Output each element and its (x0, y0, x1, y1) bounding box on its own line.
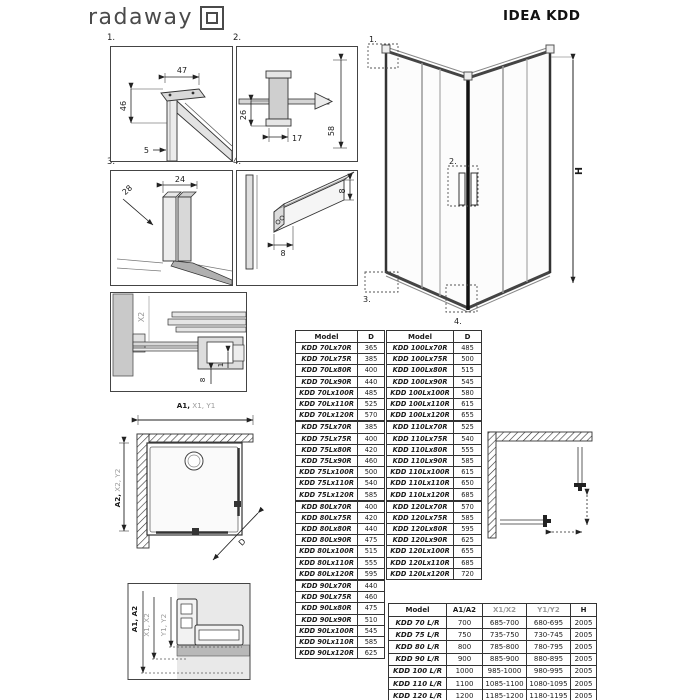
value-cell: 2005 (571, 665, 597, 677)
model-cell: KDD 100 L/R (389, 665, 447, 677)
value-cell: 2005 (571, 641, 597, 653)
model-cell: KDD 90Lx80R (296, 603, 358, 614)
sliding-doors (500, 447, 586, 527)
value-cell: 2005 (571, 617, 597, 629)
model-cell: KDD 110Lx110R (387, 478, 454, 489)
table-row (296, 524, 385, 535)
value-cell: 1200 (447, 690, 483, 700)
value-cell: 735-750 (483, 629, 527, 641)
profile-geometry (239, 71, 332, 126)
table-row (387, 467, 482, 478)
table-row (387, 421, 482, 433)
model-cell: KDD 100Lx80R (387, 365, 454, 376)
model-cell: KDD 80 L/R (389, 641, 447, 653)
detail-2-number: 2. (233, 33, 242, 43)
value-cell: 680-695 (527, 617, 571, 629)
brand-logo (88, 6, 224, 30)
model-cell: KDD 80Lx80R (296, 524, 358, 535)
table-row (296, 557, 385, 568)
value-cell: 400 (358, 501, 385, 513)
table-row (296, 387, 385, 398)
table-row (296, 592, 385, 603)
value-cell: 650 (454, 478, 482, 489)
table-row (296, 365, 385, 376)
value-cell: 595 (358, 568, 385, 580)
model-cell: KDD 75Lx90R (296, 455, 358, 466)
table-row (387, 489, 482, 501)
value-cell: 615 (454, 398, 482, 409)
table-row (296, 648, 385, 659)
value-cell: 980-995 (527, 665, 571, 677)
value-cell: 700 (447, 617, 483, 629)
value-cell: 525 (358, 398, 385, 409)
model-cell: KDD 90 L/R (389, 653, 447, 665)
model-cell: KDD 90Lx90R (296, 614, 358, 625)
height-dimension (551, 57, 585, 283)
value-cell: 880-895 (527, 653, 571, 665)
value-cell: 475 (358, 535, 385, 546)
header-row (296, 331, 385, 343)
page-title: IDEA KDD (503, 8, 581, 24)
value-cell: 2005 (571, 677, 597, 689)
model-cell: KDD 100Lx120R (387, 410, 454, 422)
header-row (389, 604, 597, 617)
model-cell: KDD 80Lx75R (296, 512, 358, 523)
header-row (387, 331, 482, 343)
table-row (389, 653, 597, 665)
table-row (296, 512, 385, 523)
table-row (296, 568, 385, 580)
model-cell: KDD 120Lx90R (387, 535, 454, 546)
model-cell: KDD 110 L/R (389, 677, 447, 689)
table-row (389, 677, 597, 689)
table-row (387, 376, 482, 387)
value-cell: 420 (358, 444, 385, 455)
profile-geometry (246, 172, 354, 269)
value-cell: 555 (358, 557, 385, 568)
callout-4: 4. (454, 317, 462, 326)
table-row (296, 614, 385, 625)
dim-8-right: 8 (338, 188, 347, 194)
callout-3: 3. (363, 295, 371, 304)
detail-4-number: 4. (233, 157, 242, 167)
value-cell: 1085-1100 (483, 677, 527, 689)
table-row (296, 489, 385, 501)
value-cell: 625 (454, 535, 482, 546)
table-row (296, 580, 385, 592)
model-cell: KDD 70Lx75R (296, 354, 358, 365)
value-cell: 515 (358, 546, 385, 557)
table-row (389, 641, 597, 653)
table-row (296, 376, 385, 387)
col-header: Model (387, 331, 454, 343)
table-row (296, 421, 385, 433)
dim-17: 17 (292, 134, 303, 143)
value-cell: 730-745 (527, 629, 571, 641)
table-row (387, 524, 482, 535)
value-cell: 365 (358, 343, 385, 354)
value-cell: 540 (454, 433, 482, 444)
dim-8-bottom: 8 (280, 249, 286, 258)
model-cell: KDD 100Lx70R (387, 343, 454, 354)
dimension-table-left (295, 330, 385, 659)
table-row (387, 478, 482, 489)
value-cell: 1185-1200 (483, 690, 527, 700)
table-row (296, 467, 385, 478)
col-header: Y1/Y2 (527, 604, 571, 617)
label-X2Y2: X2, Y2 (113, 468, 122, 495)
value-cell: 585 (358, 489, 385, 501)
col-header: A1/A2 (447, 604, 483, 617)
model-cell: KDD 75Lx100R (296, 467, 358, 478)
value-cell: 440 (358, 580, 385, 592)
table-row (387, 557, 482, 568)
value-cell: 800 (447, 641, 483, 653)
value-cell: 685 (454, 489, 482, 501)
value-cell: 2005 (571, 629, 597, 641)
model-cell: KDD 110Lx70R (387, 421, 454, 433)
model-cell: KDD 120Lx80R (387, 524, 454, 535)
table-row (387, 398, 482, 409)
iso-enclosure-drawing (360, 33, 605, 333)
model-cell: KDD 100Lx100R (387, 387, 454, 398)
col-header: Model (389, 604, 447, 617)
floor-profile-drawing (126, 583, 252, 681)
corner-opening-drawing (480, 420, 600, 545)
table-row (389, 690, 597, 700)
value-cell: 440 (358, 376, 385, 387)
value-cell: 750 (447, 629, 483, 641)
value-cell: 2005 (571, 690, 597, 700)
model-cell: KDD 90Lx110R (296, 636, 358, 647)
value-cell: 1000 (447, 665, 483, 677)
model-cell: KDD 70Lx80R (296, 365, 358, 376)
label-X1Y1: X1, Y1 (189, 401, 216, 410)
value-cell: 580 (454, 387, 482, 398)
dim-8: 8 (198, 377, 207, 383)
value-cell: 460 (358, 592, 385, 603)
value-cell: 440 (358, 524, 385, 535)
model-cell: KDD 80Lx120R (296, 568, 358, 580)
table-row (389, 629, 597, 641)
value-cell: 885-900 (483, 653, 527, 665)
model-cell: KDD 70 L/R (389, 617, 447, 629)
value-cell: 585 (454, 512, 482, 523)
model-cell: KDD 110Lx90R (387, 455, 454, 466)
model-cell: KDD 75 L/R (389, 629, 447, 641)
value-cell: 685-700 (483, 617, 527, 629)
table-row (387, 501, 482, 513)
model-cell: KDD 70Lx90R (296, 376, 358, 387)
table-row (387, 343, 482, 354)
model-cell: KDD 80Lx90R (296, 535, 358, 546)
value-cell: 1080-1095 (527, 677, 571, 689)
opening-arrows (552, 495, 587, 532)
table-row (296, 625, 385, 636)
value-cell: 420 (358, 512, 385, 523)
table-row (387, 433, 482, 444)
value-cell: 400 (358, 433, 385, 444)
value-cell: 525 (454, 421, 482, 433)
detail-drawing-top-profile (110, 46, 233, 162)
dim-26: 26 (239, 109, 248, 121)
value-cell: 545 (454, 376, 482, 387)
value-cell: 540 (358, 478, 385, 489)
value-cell: 780-795 (527, 641, 571, 653)
table-row (296, 546, 385, 557)
table-row (296, 455, 385, 466)
dimension-table-right (386, 330, 482, 580)
model-cell: KDD 80Lx110R (296, 557, 358, 568)
detail-drawing-wall-profile (236, 46, 358, 162)
plan-labels-top (138, 401, 253, 425)
dim-58: 58 (327, 125, 336, 137)
value-cell: 570 (358, 410, 385, 422)
model-cell: KDD 70Lx120R (296, 410, 358, 422)
table-row (296, 603, 385, 614)
value-cell: 585 (358, 636, 385, 647)
model-cell: KDD 80Lx70R (296, 501, 358, 513)
value-cell: 2005 (571, 653, 597, 665)
table-row (389, 617, 597, 629)
table-row (387, 387, 482, 398)
detail-drawing-corner-profile (110, 170, 233, 286)
value-cell: 510 (358, 614, 385, 625)
detail-3-number: 3. (107, 157, 116, 167)
model-cell: KDD 75Lx75R (296, 433, 358, 444)
table-row (296, 535, 385, 546)
svg-text:A1, X1, Y1 (177, 401, 216, 410)
model-cell: KDD 110Lx80R (387, 444, 454, 455)
model-cell: KDD 70Lx100R (296, 387, 358, 398)
value-cell: 720 (454, 568, 482, 579)
spec-table (388, 603, 597, 700)
label-A1A2: A1, A2 (130, 605, 139, 633)
model-cell: KDD 120Lx100R (387, 546, 454, 557)
brand-square-icon (200, 6, 224, 30)
dim-5: 5 (143, 146, 149, 155)
callout-1: 1. (369, 35, 377, 44)
model-cell: KDD 120Lx75R (387, 512, 454, 523)
model-cell: KDD 90Lx120R (296, 648, 358, 659)
value-cell: 655 (454, 546, 482, 557)
section-drawing (110, 292, 247, 392)
model-cell: KDD 90Lx75R (296, 592, 358, 603)
table-row (296, 501, 385, 513)
model-cell: KDD 75Lx120R (296, 489, 358, 501)
table-row (387, 535, 482, 546)
value-cell: 460 (358, 455, 385, 466)
value-cell: 595 (454, 524, 482, 535)
table-row (296, 354, 385, 365)
dim-1: 1 (216, 362, 225, 368)
brand-wordmark: radaway (88, 5, 193, 30)
value-cell: 900 (447, 653, 483, 665)
model-cell: KDD 75Lx80R (296, 444, 358, 455)
table-row (296, 433, 385, 444)
model-cell: KDD 120Lx110R (387, 557, 454, 568)
table-row (387, 512, 482, 523)
table-row (387, 354, 482, 365)
model-cell: KDD 90Lx70R (296, 580, 358, 592)
value-cell: 385 (358, 421, 385, 433)
model-cell: KDD 110Lx75R (387, 433, 454, 444)
model-cell: KDD 75Lx110R (296, 478, 358, 489)
table-row (387, 546, 482, 557)
value-cell: 615 (454, 467, 482, 478)
dim-47: 47 (176, 66, 188, 75)
callout-2: 2. (449, 157, 457, 166)
table-row (296, 636, 385, 647)
table-row (296, 410, 385, 422)
value-cell: 500 (454, 354, 482, 365)
table-row (296, 398, 385, 409)
model-cell: KDD 100Lx90R (387, 376, 454, 387)
shower-tray (147, 443, 242, 535)
value-cell: 625 (358, 648, 385, 659)
table-row (387, 410, 482, 422)
label-A1: A1, (176, 401, 190, 410)
table-row (387, 444, 482, 455)
model-cell: KDD 75Lx70R (296, 421, 358, 433)
value-cell: 585 (454, 455, 482, 466)
value-cell: 485 (358, 387, 385, 398)
value-cell: 475 (358, 603, 385, 614)
svg-text:A2, X2, Y2 (113, 469, 122, 508)
value-cell: 500 (358, 467, 385, 478)
value-cell: 515 (454, 365, 482, 376)
model-cell: KDD 100Lx110R (387, 398, 454, 409)
value-cell: 400 (358, 365, 385, 376)
model-cell: KDD 70Lx110R (296, 398, 358, 409)
table-row (389, 665, 597, 677)
value-cell: 545 (358, 625, 385, 636)
model-cell: KDD 70Lx70R (296, 343, 358, 354)
value-cell: 1100 (447, 677, 483, 689)
dim-28: 28 (120, 183, 135, 197)
model-cell: KDD 100Lx75R (387, 354, 454, 365)
col-header: D (454, 331, 482, 343)
dim-D: D (236, 536, 248, 548)
value-cell: 385 (358, 354, 385, 365)
value-cell: 485 (454, 343, 482, 354)
model-cell: KDD 110Lx120R (387, 489, 454, 501)
profile-geometry (117, 192, 232, 285)
model-cell: KDD 120 L/R (389, 690, 447, 700)
table-row (387, 568, 482, 579)
model-cell: KDD 120Lx70R (387, 501, 454, 513)
value-cell: 785-800 (483, 641, 527, 653)
brand-square-inner (206, 12, 218, 24)
label-A2: A2, (113, 494, 122, 508)
model-cell: KDD 80Lx100R (296, 546, 358, 557)
model-cell: KDD 90Lx100R (296, 625, 358, 636)
plan-view-drawing (108, 398, 293, 588)
col-header: H (571, 604, 597, 617)
table-row (387, 455, 482, 466)
profile-geometry (161, 89, 232, 161)
col-header: X1/X2 (483, 604, 527, 617)
label-X1X2: X1, X2 (142, 613, 151, 637)
value-cell: 1180-1195 (527, 690, 571, 700)
table-row (296, 478, 385, 489)
detail-1-number: 1. (107, 33, 116, 43)
dim-24: 24 (174, 175, 186, 184)
model-cell: KDD 110Lx100R (387, 467, 454, 478)
label-Y1Y2: Y1, Y2 (159, 613, 168, 637)
model-cell: KDD 120Lx120R (387, 568, 454, 579)
table-row (296, 444, 385, 455)
dim-H: H (574, 167, 585, 175)
value-cell: 570 (454, 501, 482, 513)
value-cell: 985-1000 (483, 665, 527, 677)
col-header: D (358, 331, 385, 343)
label-X2: X2 (137, 311, 146, 323)
value-cell: 685 (454, 557, 482, 568)
table-row (387, 365, 482, 376)
value-cell: 555 (454, 444, 482, 455)
dim-46: 46 (119, 100, 128, 112)
detail-drawing-bottom-rail (236, 170, 358, 286)
value-cell: 655 (454, 410, 482, 422)
col-header: Model (296, 331, 358, 343)
table-row (296, 343, 385, 354)
